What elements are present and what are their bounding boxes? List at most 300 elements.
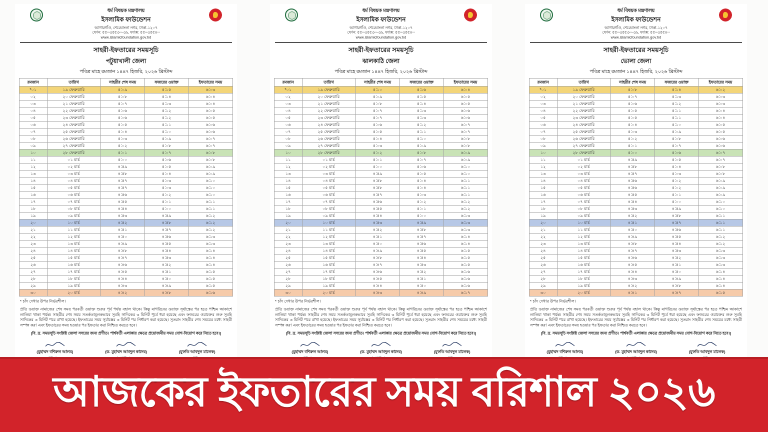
- table-row: [19, 163, 233, 170]
- table-cell: ৬:০৪: [698, 107, 742, 114]
- table-cell: ৫:১১: [400, 128, 444, 135]
- table-cell: *০১: [19, 86, 47, 93]
- table-cell: ৫:০৭: [355, 107, 399, 114]
- table-cell: ১৮: [19, 205, 47, 212]
- phone-line: ফোন: ৫৫০৩৫৫৩০-৩৯, ফ্যাক্স: ৫৫০৩৫৫৪০: [602, 30, 670, 35]
- table-cell: ১০ মার্চ: [557, 219, 610, 226]
- table-cell: ৬:০৭: [443, 128, 487, 135]
- column-header: ফজরের ওয়াক্ত: [655, 78, 699, 86]
- table-cell: ৬:০৫: [698, 121, 742, 128]
- table-cell: ৪:৪৯: [655, 275, 699, 282]
- table-cell: ৫:০৮: [400, 149, 444, 156]
- table-cell: ৫:০১: [355, 156, 399, 163]
- table-cell: ২০ ফেব্রুয়ারি: [302, 93, 355, 100]
- address-line: আগারগাঁও, শেরেবাংলা নগর, ঢাকা-১২০৭: [604, 25, 668, 30]
- table-row: [19, 254, 233, 261]
- table-cell: ০৯ মার্চ: [47, 212, 100, 219]
- table-row: [19, 121, 233, 128]
- table-cell: ২৭: [274, 268, 302, 275]
- table-cell: ২৪ ফেব্রুয়ারি: [557, 121, 610, 128]
- table-cell: ১৮ মার্চ: [302, 275, 355, 282]
- table-cell: ৩০: [529, 289, 557, 296]
- table-cell: ৪:৫১: [145, 268, 189, 275]
- table-footnote: * চাঁদ দেখার উপর নির্ভরশীল।: [275, 299, 321, 304]
- website-line: www.islamicfoundation.gov.bd: [100, 34, 152, 40]
- table-cell: ৫:০১: [610, 142, 654, 149]
- table-cell: ৪:৫৩: [145, 254, 189, 261]
- table-cell: ৫:০২: [145, 191, 189, 198]
- table-cell: ৬:১৪: [443, 233, 487, 240]
- table-cell: ৪:৪৮: [100, 247, 144, 254]
- column-header: তারিখ: [47, 78, 100, 86]
- website-line: www.islamicfoundation.gov.bd: [355, 34, 407, 40]
- table-cell: ৫:০৪: [610, 121, 654, 128]
- table-row: [529, 275, 743, 282]
- table-cell: ২১: [274, 226, 302, 233]
- table-cell: ৪:৫৩: [400, 261, 444, 268]
- schedule-title: সাহরী-ইফতারের সময়সূচি: [93, 46, 159, 54]
- table-cell: ৬:০৬: [188, 128, 232, 135]
- table-cell: ১১ মার্চ: [557, 226, 610, 233]
- table-cell: ০৩ মার্চ: [302, 170, 355, 177]
- table-cell: ০১ মার্চ: [47, 156, 100, 163]
- table-row: [529, 86, 743, 93]
- table-cell: ৫:০০: [145, 205, 189, 212]
- table-row: [274, 282, 488, 289]
- table-row: [529, 170, 743, 177]
- table-cell: ০৩ মার্চ: [557, 170, 610, 177]
- islamic-foundation-seal-icon: [285, 9, 298, 22]
- table-cell: ৪:৫৭: [355, 191, 399, 198]
- table-row: [274, 128, 488, 135]
- column-header: রমজান: [274, 78, 302, 86]
- table-cell: ০৩: [274, 100, 302, 107]
- table-cell: ৫:০৫: [355, 128, 399, 135]
- table-header-row: [529, 78, 743, 86]
- table-row: [274, 233, 488, 240]
- table-cell: ৫:০৮: [145, 142, 189, 149]
- table-row: [19, 142, 233, 149]
- table-cell: ৬:১২: [443, 205, 487, 212]
- table-cell: ০২ মার্চ: [302, 163, 355, 170]
- table-cell: ১৭ মার্চ: [557, 268, 610, 275]
- table-cell: ২৭ ফেব্রুয়ারি: [302, 142, 355, 149]
- table-cell: ০৬: [274, 121, 302, 128]
- table-cell: ৪:৪৮: [655, 282, 699, 289]
- table-cell: ১৯: [274, 212, 302, 219]
- table-cell: ০৭: [19, 128, 47, 135]
- header-divider: [20, 42, 232, 43]
- table-cell: ৬:০৬: [698, 142, 742, 149]
- table-cell: ৫:১৪: [145, 93, 189, 100]
- govt-emblem-icon: [719, 9, 732, 22]
- table-cell: ৬:১৫: [188, 282, 232, 289]
- table-cell: ১৬: [274, 191, 302, 198]
- table-cell: ৫:০৬: [100, 107, 144, 114]
- table-cell: ৪:৪৬: [100, 261, 144, 268]
- table-cell: ৫:০৬: [400, 163, 444, 170]
- table-cell: ১১ মার্চ: [47, 226, 100, 233]
- table-cell: ৬:১৪: [443, 240, 487, 247]
- table-cell: ৪:৪৩: [610, 275, 654, 282]
- table-cell: ৫:১১: [145, 121, 189, 128]
- table-row: [274, 149, 488, 156]
- signature-scribble: [697, 341, 718, 349]
- table-row: [529, 254, 743, 261]
- table-cell: ২৭ ফেব্রুয়ারি: [557, 142, 610, 149]
- table-cell: ৪:৫২: [610, 212, 654, 219]
- table-cell: ০২ মার্চ: [47, 163, 100, 170]
- table-cell: ৬:১২: [698, 240, 742, 247]
- table-cell: ৪:৪৭: [610, 247, 654, 254]
- table-cell: ০৮: [529, 135, 557, 142]
- table-cell: ৪:৫৬: [355, 198, 399, 205]
- table-cell: ৫:০০: [100, 156, 144, 163]
- nb-note: (বি. দ্র. সময়সূচি সংশ্লিষ্ট জেলা সদরের জন্য প্রণীত। পার্শ্ববর্তী এলাকার ক্ষেত্রে প্রয়োজনীয় সময় যোগ-বিয়োগ করে নিতে হবে।): [30, 331, 222, 336]
- table-cell: ২১ ফেব্রুয়ারি: [302, 100, 355, 107]
- table-cell: ২৩: [274, 240, 302, 247]
- table-cell: ৫:০৭: [610, 93, 654, 100]
- table-cell: ৪:৫২: [355, 226, 399, 233]
- table-cell: ০২ মার্চ: [557, 163, 610, 170]
- table-footnote: * চাঁদ দেখার উপর নির্ভরশীল।: [530, 299, 576, 304]
- table-cell: ৬:০৮: [443, 142, 487, 149]
- table-cell: ৫:০৫: [400, 170, 444, 177]
- table-cell: ২৫: [274, 254, 302, 261]
- table-row: [274, 254, 488, 261]
- table-row: [19, 289, 233, 296]
- table-cell: ৫:০৭: [400, 156, 444, 163]
- table-cell: ২০: [529, 219, 557, 226]
- islamic-foundation-seal-icon: [540, 9, 553, 22]
- table-cell: ০১ মার্চ: [302, 156, 355, 163]
- table-cell: ৫:০৪: [655, 163, 699, 170]
- table-cell: ১৯ ফেব্রুয়ারি: [557, 86, 610, 93]
- column-header: ইফতারের সময়: [443, 78, 487, 86]
- table-cell: ৪:৫৫: [610, 191, 654, 198]
- table-cell: ৬:০৯: [698, 191, 742, 198]
- table-cell: ৬:১৩: [443, 226, 487, 233]
- table-cell: ১২ মার্চ: [47, 233, 100, 240]
- table-cell: ২৬: [529, 261, 557, 268]
- table-cell: ২১: [529, 226, 557, 233]
- table-cell: ৬:০৯: [698, 184, 742, 191]
- table-cell: ৫:০৫: [610, 107, 654, 114]
- table-row: [19, 233, 233, 240]
- table-cell: ৬:১১: [443, 177, 487, 184]
- table-cell: ১৩: [274, 170, 302, 177]
- table-cell: ৪:৫৩: [355, 219, 399, 226]
- table-row: [19, 282, 233, 289]
- table-cell: ৪:৫৯: [145, 212, 189, 219]
- table-cell: ৩০: [19, 289, 47, 296]
- table-cell: ৫:০৩: [655, 170, 699, 177]
- table-cell: ৪:৫২: [655, 254, 699, 261]
- table-cell: ৫:১১: [655, 114, 699, 121]
- table-cell: ৬:০৬: [698, 135, 742, 142]
- table-cell: ২০ মার্চ: [557, 289, 610, 296]
- table-cell: ৬:১৫: [443, 247, 487, 254]
- table-cell: ০৮: [274, 135, 302, 142]
- table-cell: ১৯ ফেব্রুয়ারি: [302, 86, 355, 93]
- table-cell: ৫:১২: [145, 114, 189, 121]
- table-row: [529, 135, 743, 142]
- table-cell: ৪:৫৭: [655, 219, 699, 226]
- table-cell: ২৯: [19, 282, 47, 289]
- table-cell: ২৫: [19, 254, 47, 261]
- column-header: সাহরীর শেষ সময়: [100, 78, 144, 86]
- table-cell: ০৫ মার্চ: [302, 184, 355, 191]
- table-cell: ২৪: [19, 247, 47, 254]
- table-cell: ১৮ মার্চ: [557, 275, 610, 282]
- table-cell: ৬:০৩: [698, 100, 742, 107]
- table-cell: ৬:০৬: [443, 114, 487, 121]
- table-cell: ১৫ মার্চ: [47, 254, 100, 261]
- table-cell: ০৩ মার্চ: [47, 170, 100, 177]
- table-cell: ৪:৫৭: [100, 184, 144, 191]
- table-row: [274, 219, 488, 226]
- table-cell: ৫:০৯: [100, 86, 144, 93]
- table-cell: ৪:৫৯: [610, 156, 654, 163]
- table-cell: ১৩: [529, 170, 557, 177]
- table-cell: ০৯: [19, 142, 47, 149]
- table-cell: ৬:১০: [188, 184, 232, 191]
- table-cell: ১৩ মার্চ: [302, 240, 355, 247]
- header-divider: [530, 42, 742, 43]
- table-cell: ০৮: [19, 135, 47, 142]
- table-cell: ৫:০৩: [355, 142, 399, 149]
- table-cell: ৫:০১: [145, 198, 189, 205]
- table-cell: ৬:১২: [698, 233, 742, 240]
- table-cell: ৪:৫৩: [655, 247, 699, 254]
- table-cell: ৫:০১: [100, 149, 144, 156]
- table-row: [19, 135, 233, 142]
- table-cell: ৪:৫০: [145, 275, 189, 282]
- table-cell: ৫:০৩: [145, 177, 189, 184]
- table-cell: ০৩: [529, 100, 557, 107]
- table-cell: ৬:০২: [698, 86, 742, 93]
- table-cell: ৫:০৪: [400, 177, 444, 184]
- table-cell: ৬:১৬: [188, 289, 232, 296]
- signatory-name: (মুহাম্মদ বশিরুল আলম): [36, 349, 74, 355]
- table-row: [19, 107, 233, 114]
- table-cell: ৬:০৭: [698, 156, 742, 163]
- table-cell: ০৬ মার্চ: [47, 191, 100, 198]
- column-header: ফজরের ওয়াক্ত: [400, 78, 444, 86]
- table-cell: ৬:১৬: [443, 282, 487, 289]
- table-cell: ১৫: [529, 184, 557, 191]
- table-row: [274, 212, 488, 219]
- table-cell: ৪:৫৭: [400, 233, 444, 240]
- table-cell: ৫:০২: [610, 135, 654, 142]
- table-cell: ০২: [529, 93, 557, 100]
- table-cell: ৬:১৫: [443, 254, 487, 261]
- table-cell: ৫:০৬: [355, 121, 399, 128]
- table-cell: ২০ ফেব্রুয়ারি: [557, 93, 610, 100]
- table-cell: ৫:০১: [400, 205, 444, 212]
- table-cell: ৪:৫৮: [400, 226, 444, 233]
- table-cell: ৫:০৭: [355, 114, 399, 121]
- table-row: [274, 247, 488, 254]
- table-cell: ৫:০৪: [400, 184, 444, 191]
- table-cell: ৫:১৩: [400, 114, 444, 121]
- table-row: [529, 233, 743, 240]
- table-cell: ৫:১৪: [400, 100, 444, 107]
- address-line: আগারগাঁও, শেরেবাংলা নগর, ঢাকা-১২০৭: [349, 25, 413, 30]
- banner-text: আজকের ইফতারের সময় বরিশাল ২০২৬: [53, 368, 715, 415]
- table-cell: ৫:১২: [400, 121, 444, 128]
- table-cell: ৬:০৬: [443, 107, 487, 114]
- table-cell: ৪:৪৬: [610, 254, 654, 261]
- table-cell: ৫:০৩: [610, 128, 654, 135]
- disclaimer-paragraph: প্রতি ওয়াক্ত নামাজের শেষ সময় পরবর্তী ওয়াক্ত শুরুর পূর্ব পর্যন্ত বহাল থাকে। কিন্তু মাগরিবের ওয়াক্ত সূর্যাস্তের পর হতে পশ্চিম আকাশে লালিমা থাকা পর্যন্ত। সাহরীর শেষ সময় সতর্কতামূলকভাবে সুবহি সাদিকের ৩ মিনিট পূর্বে ধরা হয়েছে এবং ফজরের ওয়াক্তের শুরু সুবহি সাদিকের ৩ মিনিট পরে রাখা হয়েছে। ইফতারের সময় সূর্যাস্তের ৩ মিনিট পর নির্ধারণ করা হয়েছে। সুতরাং সাহরীর শেষ সময়ের মধ্যে সাহরী সম্পন্ন করা এবং ইফতারের সময় হওয়ার পর ইফতার করা নিশ্চিত করতে হবে।: [20, 307, 232, 328]
- column-header: তারিখ: [557, 78, 610, 86]
- table-cell: ২১: [19, 226, 47, 233]
- table-cell: ৪:৪২: [100, 289, 144, 296]
- table-cell: ৪:৪১: [610, 289, 654, 296]
- column-header: সাহরীর শেষ সময়: [355, 78, 399, 86]
- signatory-name: (মুহাম্মদ বশিরুল আলম): [291, 349, 329, 355]
- table-cell: ১১: [274, 156, 302, 163]
- table-cell: ১৯ মার্চ: [557, 282, 610, 289]
- table-row: [529, 93, 743, 100]
- table-cell: ১৪ মার্চ: [302, 247, 355, 254]
- table-row: [274, 107, 488, 114]
- address-line: আগারগাঁও, শেরেবাংলা নগর, ঢাকা-১২০৭: [94, 25, 158, 30]
- signatory-name: (ড. মুহাম্মদ আবদুল কাদের): [105, 349, 147, 355]
- table-cell: ৫:০৯: [655, 128, 699, 135]
- table-cell: ৫:০৮: [100, 93, 144, 100]
- table-cell: ২২ ফেব্রুয়ারি: [302, 107, 355, 114]
- table-row: [19, 86, 233, 93]
- signature-scribble: [554, 341, 575, 349]
- table-cell: ১২: [19, 163, 47, 170]
- table-cell: ৫:১২: [655, 100, 699, 107]
- table-cell: ০৫ মার্চ: [47, 184, 100, 191]
- table-cell: ২৮: [19, 275, 47, 282]
- table-cell: ২৩: [19, 240, 47, 247]
- table-row: [274, 184, 488, 191]
- table-cell: ১৭ মার্চ: [302, 268, 355, 275]
- table-cell: ২২ ফেব্রুয়ারি: [557, 107, 610, 114]
- table-cell: ১৬ মার্চ: [47, 261, 100, 268]
- table-cell: ২৫ ফেব্রুয়ারি: [302, 128, 355, 135]
- table-row: [529, 247, 743, 254]
- column-header: ফজরের ওয়াক্ত: [145, 78, 189, 86]
- table-cell: ২১ ফেব্রুয়ারি: [557, 100, 610, 107]
- table-cell: ১৩ মার্চ: [557, 240, 610, 247]
- table-row: [19, 268, 233, 275]
- table-cell: ৪:৫৪: [610, 198, 654, 205]
- table-cell: ৬:০৮: [443, 135, 487, 142]
- table-cell: ৬:১০: [698, 198, 742, 205]
- table-row: [19, 240, 233, 247]
- table-cell: ২২: [529, 233, 557, 240]
- column-header: রমজান: [529, 78, 557, 86]
- table-cell: ৫:০৭: [655, 142, 699, 149]
- govt-emblem-icon: [464, 9, 477, 22]
- table-row: [19, 93, 233, 100]
- table-cell: ৫:১৫: [400, 93, 444, 100]
- table-row: [274, 121, 488, 128]
- table-cell: ০৭ মার্চ: [557, 198, 610, 205]
- table-cell: ৬:১০: [443, 170, 487, 177]
- table-cell: ১৪ মার্চ: [47, 247, 100, 254]
- table-cell: ৬:১৩: [698, 261, 742, 268]
- table-cell: ৬:১৪: [698, 275, 742, 282]
- table-cell: ৪:৫১: [400, 275, 444, 282]
- table-cell: ৬:১২: [443, 198, 487, 205]
- table-cell: ৫:০২: [400, 198, 444, 205]
- signatory-name: (মুফতি আবদুল মালেক): [433, 349, 471, 355]
- table-cell: ৪:৫১: [655, 261, 699, 268]
- signature-scribble: [299, 341, 320, 349]
- table-row: [19, 212, 233, 219]
- table-cell: ৬:০৬: [188, 121, 232, 128]
- table-cell: ৪:৫৬: [610, 184, 654, 191]
- signatory-name: (মুফতি আবদুল মালেক): [178, 349, 216, 355]
- column-header: রমজান: [19, 78, 47, 86]
- header-divider: [275, 42, 487, 43]
- table-cell: ৪:৪২: [610, 282, 654, 289]
- hijri-subtitle: পবিত্র মাহে রমজান ১৪৪৭ হিজরি, ২০২৬ খ্রিস্টাব্দ: [589, 69, 683, 75]
- table-cell: ৩০: [274, 289, 302, 296]
- table-cell: ৫:০৩: [100, 135, 144, 142]
- table-cell: ৪:৫৩: [100, 212, 144, 219]
- table-cell: ১০: [529, 149, 557, 156]
- table-cell: ৬:০৫: [443, 100, 487, 107]
- document-header: [525, 4, 747, 40]
- table-cell: ২৪: [529, 247, 557, 254]
- table-cell: ২৩ ফেব্রুয়ারি: [557, 114, 610, 121]
- table-cell: ১০: [19, 149, 47, 156]
- table-cell: ৬:১২: [188, 212, 232, 219]
- table-cell: ২৭ ফেব্রুয়ারি: [47, 142, 100, 149]
- table-cell: ৫:০৮: [610, 86, 654, 93]
- table-cell: ৪:৫২: [145, 261, 189, 268]
- table-cell: ২২: [19, 233, 47, 240]
- table-cell: ৫:০২: [655, 177, 699, 184]
- table-cell: ৫:১০: [400, 135, 444, 142]
- table-cell: ২৬: [19, 261, 47, 268]
- table-cell: ২২ ফেব্রুয়ারি: [47, 107, 100, 114]
- table-cell: ৬:১১: [698, 226, 742, 233]
- table-cell: ০৮ মার্চ: [47, 205, 100, 212]
- table-cell: ৫:০৮: [655, 135, 699, 142]
- table-cell: ৫:০১: [655, 191, 699, 198]
- table-cell: ৪:৫০: [100, 233, 144, 240]
- table-cell: ২০: [274, 219, 302, 226]
- table-cell: ৪:৫৭: [610, 170, 654, 177]
- table-row: [529, 149, 743, 156]
- table-cell: ০৮ মার্চ: [557, 205, 610, 212]
- table-cell: ০৪ মার্চ: [557, 177, 610, 184]
- table-row: [274, 226, 488, 233]
- table-cell: ৪:৫০: [610, 226, 654, 233]
- table-row: [529, 261, 743, 268]
- table-cell: ১০: [274, 149, 302, 156]
- table-cell: ৪:৫৯: [100, 163, 144, 170]
- table-row: [19, 191, 233, 198]
- table-row: [274, 275, 488, 282]
- table-cell: ১৯: [529, 212, 557, 219]
- table-cell: ৬:০৩: [188, 86, 232, 93]
- signature-scribble: [626, 341, 647, 349]
- document-header: [15, 4, 237, 40]
- table-cell: ৪:৫৫: [655, 233, 699, 240]
- table-cell: ২৯: [274, 282, 302, 289]
- table-row: [274, 268, 488, 275]
